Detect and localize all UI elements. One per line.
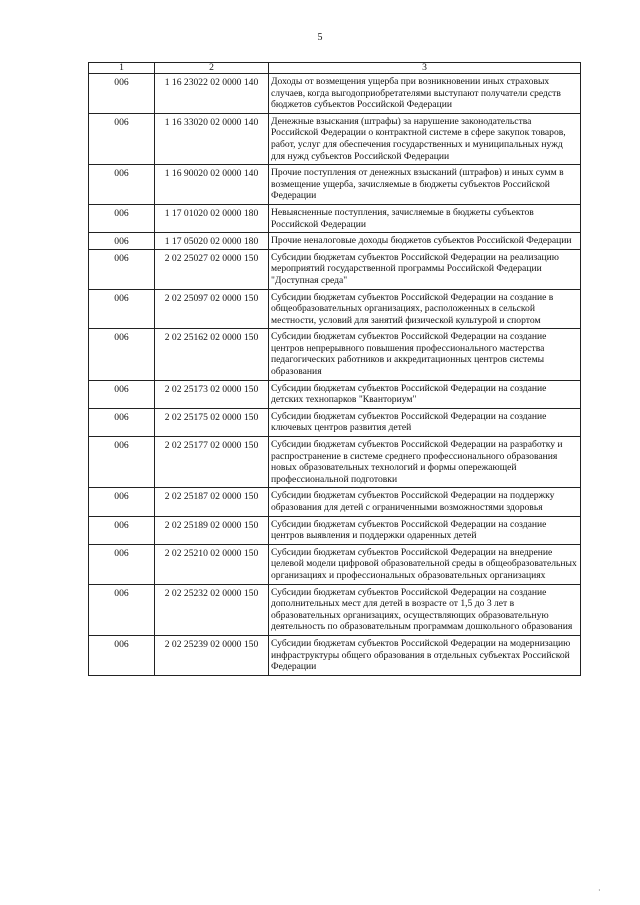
column-header: 3: [269, 63, 581, 74]
table-row: [89, 544, 581, 584]
budget-code-cell: 2 02 25027 02 0000 150: [155, 249, 269, 289]
admin-code-cell: 006: [89, 249, 155, 289]
table-header-row: [89, 63, 581, 74]
revenue-name-cell: Субсидии бюджетам субъектов Российской Федерации на создание детских технопарков "Кванториум": [269, 380, 581, 408]
scan-mark: ·: [598, 886, 601, 895]
revenue-name-cell: Субсидии бюджетам субъектов Российской Федерации на создание ключевых центров развития детей: [269, 408, 581, 436]
admin-code-cell: 006: [89, 380, 155, 408]
table-row: [89, 380, 581, 408]
admin-code-cell: 006: [89, 488, 155, 516]
revenue-name-cell: Невыясненные поступления, зачисляемые в бюджеты субъектов Российской Федерации: [269, 204, 581, 232]
admin-code-cell: 006: [89, 584, 155, 635]
revenue-name-cell: Субсидии бюджетам субъектов Российской Федерации на модернизацию инфраструктуры общего образования в отдельных субъектах Российской Федерации: [269, 635, 581, 675]
admin-code-cell: 006: [89, 329, 155, 380]
admin-code-cell: 006: [89, 165, 155, 205]
table-row: [89, 584, 581, 635]
revenue-name-cell: Субсидии бюджетам субъектов Российской Федерации на создание в общеобразовательных организациях, расположенных в сельской местности, условий для занятий физической культурой и спортом: [269, 289, 581, 329]
admin-code-cell: 006: [89, 204, 155, 232]
budget-code-cell: 2 02 25187 02 0000 150: [155, 488, 269, 516]
revenue-codes-table: [88, 62, 581, 676]
admin-code-cell: 006: [89, 233, 155, 250]
admin-code-cell: 006: [89, 516, 155, 544]
revenue-name-cell: Доходы от возмещения ущерба при возникновении иных страховых случаев, когда выгодоприобретателями выступают получатели средств бюджетов субъектов Российской Федерации: [269, 74, 581, 114]
budget-code-cell: 2 02 25173 02 0000 150: [155, 380, 269, 408]
revenue-name-cell: Субсидии бюджетам субъектов Российской Федерации на разработку и распространение в системе среднего профессионального образования новых образовательных технологий и формы опережающей профессиональной подготовки: [269, 437, 581, 488]
revenue-name-cell: Субсидии бюджетам субъектов Российской Федерации на реализацию мероприятий государственной программы Российской Федерации "Доступная среда": [269, 249, 581, 289]
budget-code-cell: 2 02 25239 02 0000 150: [155, 635, 269, 675]
admin-code-cell: 006: [89, 544, 155, 584]
revenue-name-cell: Субсидии бюджетам субъектов Российской Федерации на создание центров выявления и поддержки одаренных детей: [269, 516, 581, 544]
admin-code-cell: 006: [89, 113, 155, 164]
column-header: 1: [89, 63, 155, 74]
page-number: 5: [317, 32, 323, 43]
budget-code-cell: 2 02 25162 02 0000 150: [155, 329, 269, 380]
budget-code-cell: 1 16 90020 02 0000 140: [155, 165, 269, 205]
budget-code-cell: 2 02 25097 02 0000 150: [155, 289, 269, 329]
budget-code-cell: 1 16 33020 02 0000 140: [155, 113, 269, 164]
revenue-name-cell: Субсидии бюджетам субъектов Российской Федерации на внедрение целевой модели цифровой образовательной среды в общеобразовательных организациях и профессиональных образовательных организациях: [269, 544, 581, 584]
table-row: [89, 635, 581, 675]
table-row: [89, 289, 581, 329]
revenue-name-cell: Субсидии бюджетам субъектов Российской Федерации на поддержку образования для детей с ограниченными возможностями здоровья: [269, 488, 581, 516]
budget-code-cell: 2 02 25189 02 0000 150: [155, 516, 269, 544]
budget-code-cell: 2 02 25175 02 0000 150: [155, 408, 269, 436]
table-row: [89, 249, 581, 289]
table-row: [89, 437, 581, 488]
column-header: 2: [155, 63, 269, 74]
budget-code-cell: 1 17 05020 02 0000 180: [155, 233, 269, 250]
table-row: [89, 165, 581, 205]
admin-code-cell: 006: [89, 74, 155, 114]
budget-code-cell: 2 02 25232 02 0000 150: [155, 584, 269, 635]
revenue-name-cell: Прочие поступления от денежных взысканий (штрафов) и иных сумм в возмещение ущерба, зачисляемые в бюджеты субъектов Российской Федерации: [269, 165, 581, 205]
revenue-name-cell: Субсидии бюджетам субъектов Российской Федерации на создание дополнительных мест для детей в возрасте от 1,5 до 3 лет в образовательных организациях, осуществляющих образовательную деятельность по образовательным программам дошкольного образования: [269, 584, 581, 635]
budget-code-cell: 2 02 25177 02 0000 150: [155, 437, 269, 488]
table-row: [89, 329, 581, 380]
budget-code-cell: 1 16 23022 02 0000 140: [155, 74, 269, 114]
table-row: [89, 204, 581, 232]
revenue-name-cell: Денежные взыскания (штрафы) за нарушение законодательства Российской Федерации о контрактной системе в сфере закупок товаров, работ, услуг для обеспечения государственных и муниципальных нужд для нужд субъектов Российской Федерации: [269, 113, 581, 164]
revenue-name-cell: Субсидии бюджетам субъектов Российской Федерации на создание центров непрерывного повышения профессионального мастерства педагогических работников и аккредитационных центров системы образования: [269, 329, 581, 380]
table-row: [89, 408, 581, 436]
table-row: [89, 516, 581, 544]
revenue-name-cell: Прочие неналоговые доходы бюджетов субъектов Российской Федерации: [269, 233, 581, 250]
table-row: [89, 488, 581, 516]
table-row: [89, 74, 581, 114]
budget-code-cell: 1 17 01020 02 0000 180: [155, 204, 269, 232]
table-row: [89, 113, 581, 164]
admin-code-cell: 006: [89, 408, 155, 436]
admin-code-cell: 006: [89, 635, 155, 675]
admin-code-cell: 006: [89, 437, 155, 488]
admin-code-cell: 006: [89, 289, 155, 329]
budget-code-cell: 2 02 25210 02 0000 150: [155, 544, 269, 584]
table-row: [89, 233, 581, 250]
